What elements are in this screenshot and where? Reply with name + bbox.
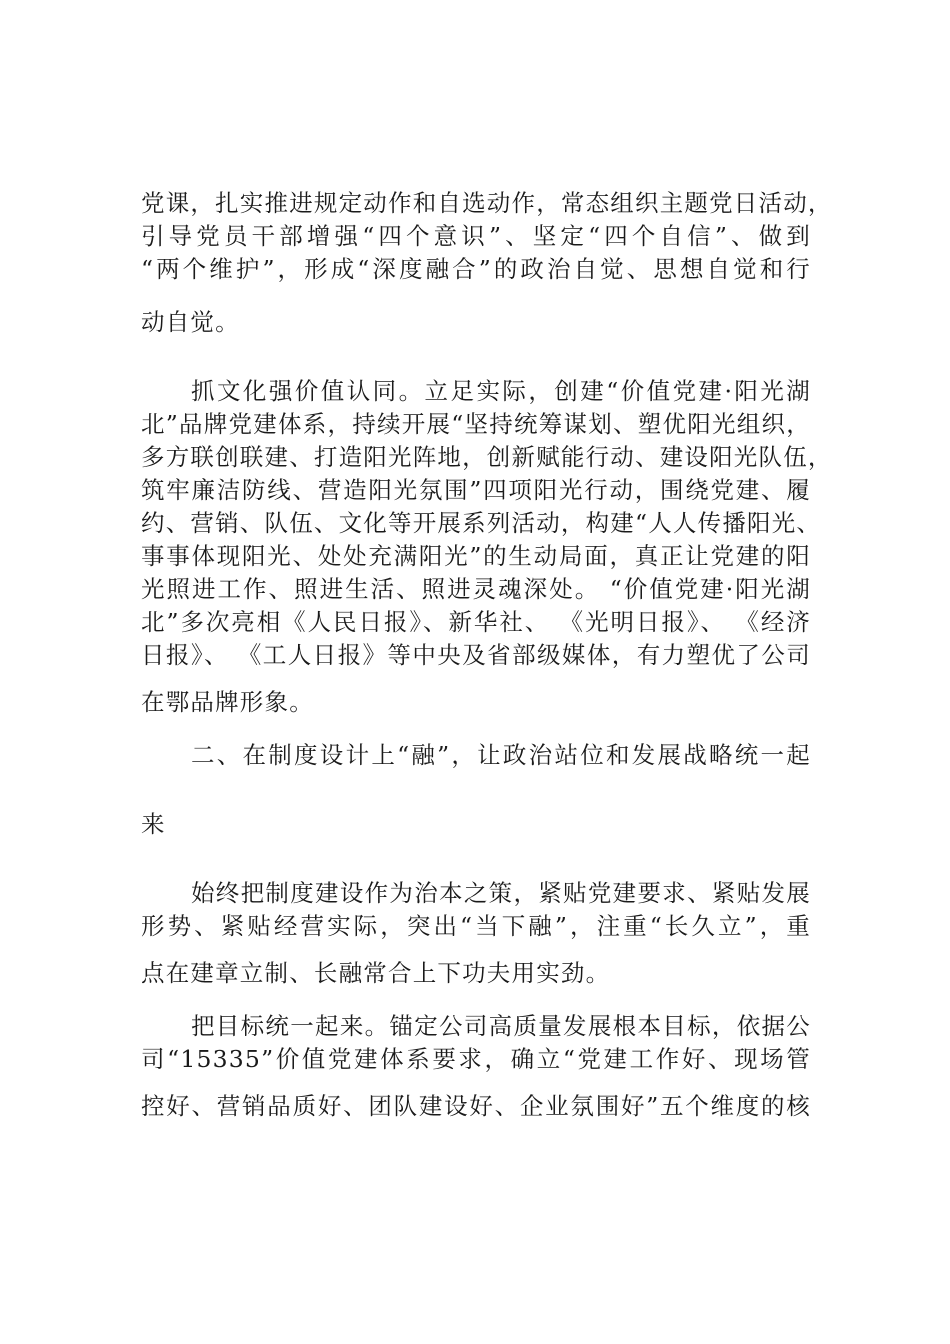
- text-line: 始终把制度建设作为治本之策，紧贴党建要求、紧贴发展: [191, 879, 811, 907]
- text-line: 日报》、 《工人日报》等中央及省部级媒体，有力塑优了公司: [141, 641, 811, 669]
- text-line: 控好、营销品质好、团队建设好、企业氛围好”五个维度的核: [141, 1092, 811, 1120]
- text-line: 在鄂品牌形象。: [141, 688, 314, 716]
- text-line: 把目标统一起来。锚定公司高质量发展根本目标，依据公: [191, 1012, 811, 1040]
- heading-line: 二、在制度设计上“融”，让政治站位和发展战略统一起: [191, 741, 811, 769]
- text-line: 约、营销、队伍、文化等开展系列活动，构建“人人传播阳光、: [141, 509, 822, 537]
- paragraph: [141, 187, 833, 339]
- text-line: “两个维护”，形成“深度融合”的政治自觉、思想自觉和行: [141, 255, 811, 283]
- text-line: 引导党员干部增强“四个意识”、坚定“四个自信”、做到: [141, 222, 811, 250]
- text-line: 北”品牌党建体系，持续开展“坚持统筹谋划、塑优阳光组织，: [141, 410, 811, 438]
- text-line: 形势、紧贴经营实际，突出“当下融”，注重“长久立”，重: [141, 912, 811, 940]
- text-line: 党课，扎实推进规定动作和自选动作，常态组织主题党日活动，: [141, 189, 833, 217]
- text-line: 事事体现阳光、处处充满阳光”的生动局面，真正让党建的阳: [141, 542, 811, 570]
- paragraph: [141, 1010, 811, 1123]
- text-line: 点在建章立制、长融常合上下功夫用实劲。: [141, 959, 611, 987]
- paragraph: [141, 877, 811, 990]
- text-line: 筑牢廉洁防线、营造阳光氛围”四项阳光行动，围绕党建、履: [141, 476, 811, 504]
- text-line: 北”多次亮相《人民日报》、新华社、 《光明日报》、 《经济: [141, 608, 811, 636]
- text-line: 光照进工作、照进生活、照进灵魂深处。 “价值党建·阳光湖: [141, 575, 811, 603]
- heading-line: 来: [141, 810, 166, 838]
- document-body: [141, 187, 833, 1123]
- text-line: 动自觉。: [141, 308, 240, 336]
- paragraph: [141, 375, 833, 719]
- text-line: 多方联创联建、打造阳光阵地，创新赋能行动、建设阳光队伍，: [141, 443, 833, 471]
- text-line: 司“15335”价值党建体系要求，确立“党建工作好、现场管: [141, 1045, 811, 1073]
- text-line: 抓文化强价值认同。立足实际，创建“价值党建·阳光湖: [191, 377, 811, 405]
- section-heading: [141, 739, 811, 841]
